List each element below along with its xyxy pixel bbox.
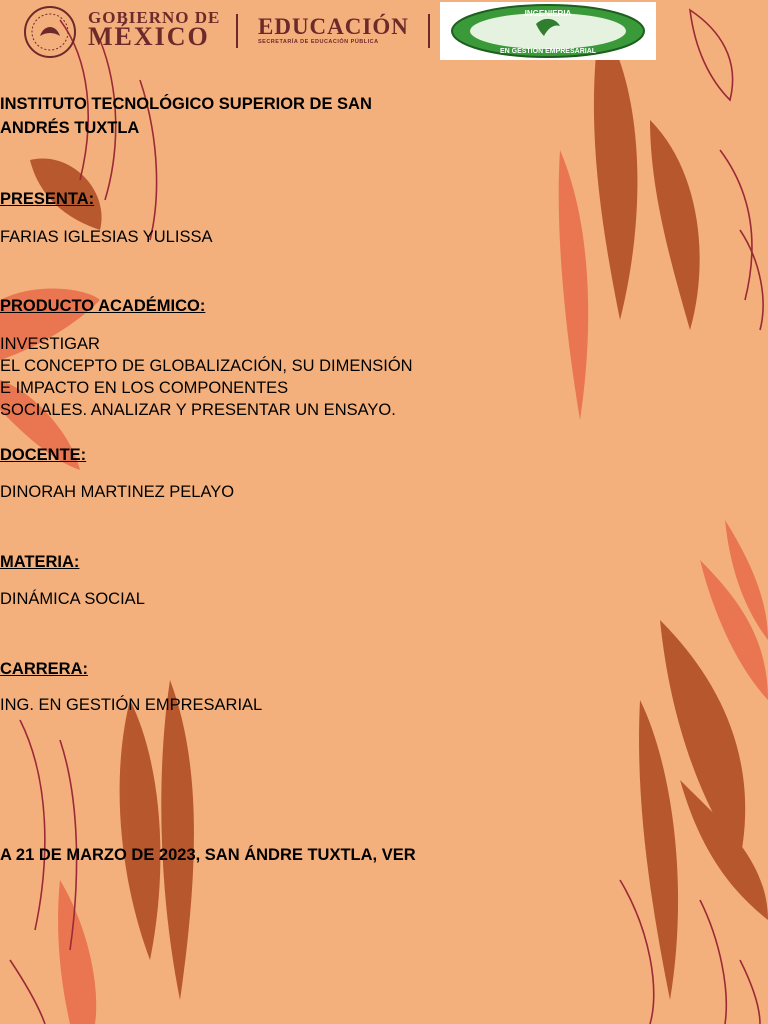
carrera-label: CARRERA: — [0, 660, 88, 678]
producto-line: INVESTIGAR — [0, 335, 100, 353]
divider — [236, 14, 238, 48]
mexico-seal-icon — [22, 4, 78, 60]
presenta-label: PRESENTA: — [0, 190, 95, 208]
edu-subtitle: SECRETARÍA DE EDUCACIÓN PÚBLICA — [258, 39, 379, 45]
logo-line1: INGENIERIA — [524, 9, 572, 18]
docente-label: DOCENTE: — [0, 446, 87, 464]
presenta-value: FARIAS IGLESIAS YULISSA — [0, 228, 213, 246]
carrera-value: ING. EN GESTIÓN EMPRESARIAL — [0, 696, 263, 714]
career-logo-icon — [440, 2, 656, 60]
divider — [428, 14, 430, 48]
producto-line: EL CONCEPTO DE GLOBALIZACIÓN, SU DIMENSIÓN — [0, 357, 413, 375]
institute-line1: INSTITUTO TECNOLÓGICO SUPERIOR DE SAN — [0, 95, 372, 113]
institute-line2: ANDRÉS TUXTLA — [0, 119, 140, 137]
gov-line1: GOBIERNO DE — [88, 8, 221, 27]
producto-description — [0, 333, 768, 421]
logo-line2: EN GESTION EMPRESARIAL — [499, 48, 597, 55]
career-logo — [440, 2, 656, 60]
materia-label: MATERIA: — [0, 553, 80, 571]
institute-title — [0, 92, 768, 140]
gov-line2: MÉXICO — [88, 22, 210, 51]
date-place: A 21 DE MARZO DE 2023, SAN ÁNDRE TUXTLA, VER — [0, 846, 416, 864]
producto-label: PRODUCTO ACADÉMICO: — [0, 297, 206, 315]
edu-title: EDUCACIÓN — [258, 14, 409, 39]
producto-line: SOCIALES. ANALIZAR Y PRESENTAR UN ENSAYO. — [0, 401, 396, 419]
materia-value: DINÁMICA SOCIAL — [0, 590, 145, 608]
docente-value: DINORAH MARTINEZ PELAYO — [0, 483, 235, 501]
producto-line: E IMPACTO EN LOS COMPONENTES — [0, 379, 289, 397]
header-bar — [0, 0, 768, 64]
